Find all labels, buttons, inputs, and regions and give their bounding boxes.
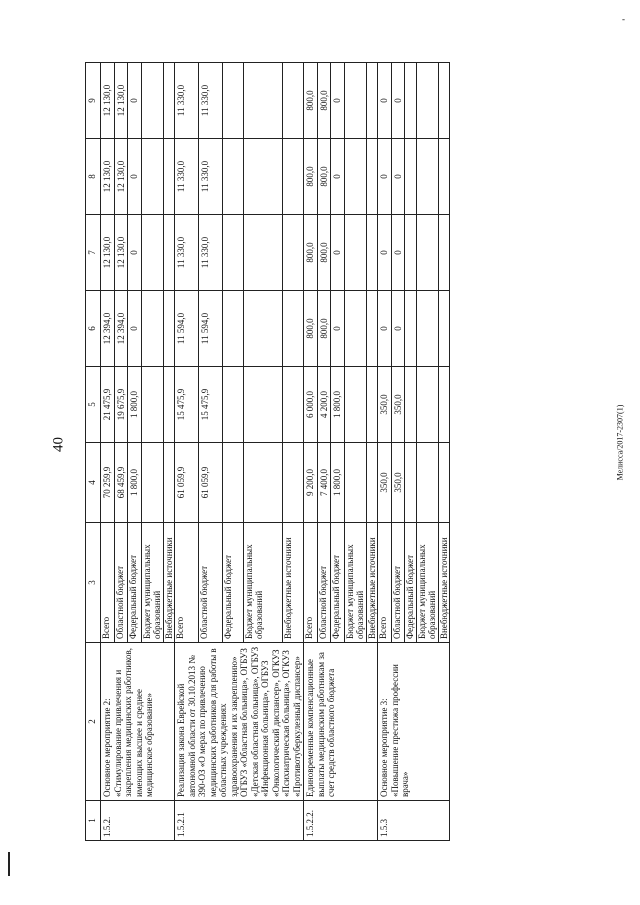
amount-cell <box>438 215 450 291</box>
funding-table <box>85 62 450 841</box>
header-cell: 8 <box>86 139 101 215</box>
amount-cell <box>163 63 175 139</box>
table-row <box>304 63 318 841</box>
item-name: Реализация закона Еврейской автономной области от 30.10.2013 № 390-ОЗ «О мерах по привлечению медицинских работников для работы в областных учреждениях здравоохранения и их закреплению» ОГБУЗ «Областная больница», ОГБУЗ «Детская областная больница», ОГБУЗ «Инфекционная больница», ОГБУЗ «Онкологический диспансер», ОГКУЗ «Психиатрическая больница», ОГКУЗ «Противотуберкулезный диспансер» <box>175 643 304 801</box>
amount-cell: 0 <box>128 215 142 291</box>
amount-cell <box>141 215 163 291</box>
amount-cell <box>243 63 282 139</box>
funding-source: Областной бюджет <box>317 523 331 643</box>
item-code: 1.5.3 <box>378 801 450 841</box>
amount-cell: 4 200,0 <box>317 367 331 443</box>
amount-cell: 12 130,0 <box>101 215 115 291</box>
funding-source: Областной бюджет <box>199 523 223 643</box>
amount-cell <box>163 291 175 367</box>
amount-cell <box>141 367 163 443</box>
amount-cell: 12 130,0 <box>101 63 115 139</box>
amount-cell <box>141 139 163 215</box>
header-cell: 1 <box>86 801 101 841</box>
amount-cell <box>163 139 175 215</box>
amount-cell <box>344 367 366 443</box>
amount-cell: 0 <box>331 291 345 367</box>
amount-cell <box>344 139 366 215</box>
amount-cell: 1 800,0 <box>331 443 345 523</box>
amount-cell <box>141 291 163 367</box>
amount-cell: 350,0 <box>391 443 405 523</box>
amount-cell <box>416 367 438 443</box>
document-id: Мелисса/2017-2307(1) <box>615 404 625 481</box>
amount-cell: 11 330,0 <box>175 63 199 139</box>
amount-cell <box>366 215 378 291</box>
amount-cell: 800,0 <box>317 63 331 139</box>
amount-cell <box>344 63 366 139</box>
funding-source: Областной бюджет <box>391 523 405 643</box>
amount-cell: 0 <box>391 63 405 139</box>
funding-source: Бюджет муниципальных образований <box>141 523 163 643</box>
funding-source: Федеральный бюджет <box>405 523 417 643</box>
amount-cell <box>416 291 438 367</box>
amount-cell <box>366 139 378 215</box>
amount-cell <box>405 291 417 367</box>
funding-source: Всего <box>175 523 199 643</box>
funding-source: Федеральный бюджет <box>128 523 142 643</box>
amount-cell: 1 800,0 <box>128 443 142 523</box>
margin-mark: - <box>622 14 625 24</box>
amount-cell: 0 <box>331 139 345 215</box>
amount-cell <box>223 443 244 523</box>
amount-cell <box>243 367 282 443</box>
amount-cell <box>366 367 378 443</box>
amount-cell: 11 330,0 <box>175 215 199 291</box>
table-body <box>101 63 450 841</box>
amount-cell: 0 <box>378 291 392 367</box>
funding-source: Внебюджетные источники <box>163 523 175 643</box>
rotated-table-frame <box>85 63 501 841</box>
amount-cell: 12 130,0 <box>114 215 128 291</box>
item-name: Основное мероприятие 3: «Повышение престижа профессии врача» <box>378 643 450 801</box>
amount-cell: 800,0 <box>317 291 331 367</box>
item-name: Единовременные компенсационные выплаты медицинским работникам за счет средств областного бюджета <box>304 643 378 801</box>
amount-cell: 800,0 <box>317 215 331 291</box>
header-cell: 4 <box>86 443 101 523</box>
amount-cell <box>416 139 438 215</box>
amount-cell: 350,0 <box>378 443 392 523</box>
amount-cell: 12 394,0 <box>101 291 115 367</box>
amount-cell <box>405 367 417 443</box>
amount-cell: 0 <box>378 215 392 291</box>
amount-cell: 61 059,9 <box>199 443 223 523</box>
funding-source: Всего <box>378 523 392 643</box>
header-cell: 7 <box>86 215 101 291</box>
header-cell: 5 <box>86 367 101 443</box>
amount-cell: 800,0 <box>304 63 318 139</box>
header-cell: 6 <box>86 291 101 367</box>
amount-cell: 0 <box>331 215 345 291</box>
amount-cell <box>283 63 304 139</box>
amount-cell: 68 459,9 <box>114 443 128 523</box>
amount-cell <box>366 63 378 139</box>
amount-cell <box>416 63 438 139</box>
amount-cell <box>283 139 304 215</box>
amount-cell: 12 394,0 <box>114 291 128 367</box>
amount-cell: 0 <box>128 291 142 367</box>
amount-cell: 21 475,9 <box>101 367 115 443</box>
amount-cell <box>416 215 438 291</box>
amount-cell <box>283 291 304 367</box>
funding-source: Внебюджетные источники <box>438 523 450 643</box>
table-row <box>101 63 115 841</box>
funding-source: Федеральный бюджет <box>223 523 244 643</box>
amount-cell <box>283 367 304 443</box>
funding-source: Областной бюджет <box>114 523 128 643</box>
amount-cell: 11 330,0 <box>199 63 223 139</box>
amount-cell: 11 330,0 <box>175 139 199 215</box>
amount-cell <box>405 139 417 215</box>
amount-cell <box>243 443 282 523</box>
amount-cell <box>223 139 244 215</box>
amount-cell <box>438 63 450 139</box>
amount-cell <box>344 215 366 291</box>
amount-cell <box>223 63 244 139</box>
amount-cell <box>416 443 438 523</box>
table-container <box>85 63 501 841</box>
funding-source: Федеральный бюджет <box>331 523 345 643</box>
amount-cell <box>243 291 282 367</box>
binding-mark <box>8 852 10 876</box>
amount-cell: 11 594,0 <box>175 291 199 367</box>
funding-source: Бюджет муниципальных образований <box>243 523 282 643</box>
header-row <box>86 63 101 841</box>
amount-cell: 350,0 <box>378 367 392 443</box>
amount-cell: 0 <box>391 139 405 215</box>
amount-cell: 12 130,0 <box>101 139 115 215</box>
page-number: 40 <box>50 437 67 452</box>
amount-cell: 0 <box>391 215 405 291</box>
funding-source: Бюджет муниципальных образований <box>344 523 366 643</box>
amount-cell <box>438 139 450 215</box>
table-row <box>378 63 392 841</box>
amount-cell <box>438 291 450 367</box>
amount-cell <box>405 443 417 523</box>
item-code: 1.5.2. <box>101 801 175 841</box>
amount-cell: 70 259,9 <box>101 443 115 523</box>
amount-cell <box>163 443 175 523</box>
item-code: 1.5.2.2. <box>304 801 378 841</box>
header-cell: 3 <box>86 523 101 643</box>
amount-cell: 11 330,0 <box>199 139 223 215</box>
item-name: Основное мероприятие 2: «Стимулирование привлечения и закрепления медицинских работников, имеющих высшее и среднее медицинское образование» <box>101 643 175 801</box>
amount-cell <box>405 215 417 291</box>
amount-cell: 800,0 <box>304 139 318 215</box>
item-code: 1.5.2.1 <box>175 801 304 841</box>
amount-cell: 9 200,0 <box>304 443 318 523</box>
amount-cell <box>141 63 163 139</box>
amount-cell <box>344 443 366 523</box>
amount-cell: 0 <box>331 63 345 139</box>
amount-cell: 800,0 <box>317 139 331 215</box>
funding-source: Бюджет муниципальных образований <box>416 523 438 643</box>
amount-cell: 11 594,0 <box>199 291 223 367</box>
amount-cell <box>344 291 366 367</box>
amount-cell <box>405 63 417 139</box>
amount-cell: 11 330,0 <box>199 215 223 291</box>
amount-cell: 15 475,9 <box>199 367 223 443</box>
header-cell: 2 <box>86 643 101 801</box>
amount-cell <box>438 443 450 523</box>
amount-cell <box>366 291 378 367</box>
amount-cell: 61 059,9 <box>175 443 199 523</box>
amount-cell <box>223 215 244 291</box>
amount-cell: 15 475,9 <box>175 367 199 443</box>
amount-cell: 800,0 <box>304 215 318 291</box>
amount-cell: 7 400,0 <box>317 443 331 523</box>
amount-cell <box>243 215 282 291</box>
amount-cell <box>223 291 244 367</box>
amount-cell: 0 <box>391 291 405 367</box>
funding-source: Всего <box>304 523 318 643</box>
amount-cell <box>163 215 175 291</box>
funding-source: Внебюджетные источники <box>283 523 304 643</box>
amount-cell <box>283 443 304 523</box>
amount-cell: 19 675,9 <box>114 367 128 443</box>
table-row <box>175 63 199 841</box>
amount-cell <box>163 367 175 443</box>
amount-cell: 12 130,0 <box>114 139 128 215</box>
amount-cell: 0 <box>128 63 142 139</box>
amount-cell: 0 <box>378 139 392 215</box>
amount-cell <box>438 367 450 443</box>
amount-cell <box>366 443 378 523</box>
amount-cell <box>283 215 304 291</box>
amount-cell: 6 000,0 <box>304 367 318 443</box>
header-cell: 9 <box>86 63 101 139</box>
amount-cell: 12 130,0 <box>114 63 128 139</box>
funding-source: Всего <box>101 523 115 643</box>
amount-cell: 1 800,0 <box>331 367 345 443</box>
amount-cell <box>223 367 244 443</box>
amount-cell: 800,0 <box>304 291 318 367</box>
amount-cell: 0 <box>128 139 142 215</box>
amount-cell <box>243 139 282 215</box>
amount-cell: 0 <box>378 63 392 139</box>
amount-cell: 350,0 <box>391 367 405 443</box>
funding-source: Внебюджетные источники <box>366 523 378 643</box>
amount-cell: 1 800,0 <box>128 367 142 443</box>
amount-cell <box>141 443 163 523</box>
